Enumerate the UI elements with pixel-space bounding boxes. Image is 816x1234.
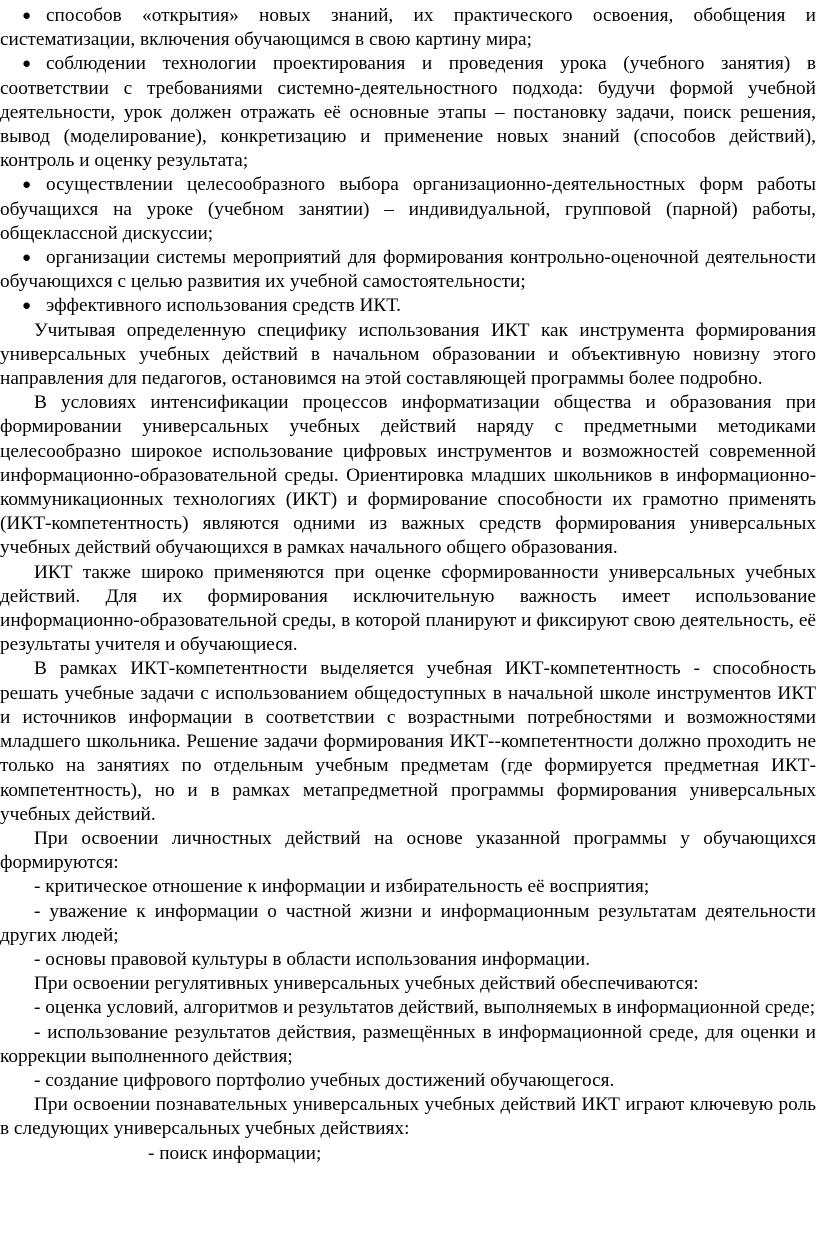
bullet-text-4: организации системы мероприятий для формирования контрольно-оценочной деятельности обучающихся с целью развития их учебной самостоятельности; bbox=[0, 247, 816, 293]
bullet-item-4 bbox=[0, 246, 816, 294]
bullet-text-1: способов «открытия» новых знаний, их практического освоения, обобщения и систематизации, включения обучающимся в свою картину мира; bbox=[0, 5, 816, 51]
bullet-item-1 bbox=[0, 4, 816, 52]
regulative-item-3: - создание цифрового портфолио учебных достижений обучающегося. bbox=[34, 1069, 615, 1091]
bullet-item-5 bbox=[0, 294, 816, 318]
bullet-dot-icon: ● bbox=[22, 298, 32, 315]
paragraph-informatization: В условиях интенсификации процессов информатизации общества и образования при формировании универсальных учебных действий наряду с предметными методиками целесообразно широкое использование цифровых инструментов и возможностей современной информационно-образовательной среды. Ориентировка младших школьников в информационно-коммуникационных технологиях (ИКТ) и формирование способности их грамотно применять (ИКТ-компетентность) являются одними из важных средств формирования универсальных учебных действий обучающихся в рамках начального общего образования. bbox=[0, 392, 816, 559]
bullet-text-5: эффективного использования средств ИКТ. bbox=[46, 295, 401, 317]
bullet-dot-icon: ● bbox=[22, 250, 32, 267]
cognitive-item-1: - поиск информации; bbox=[148, 1142, 322, 1164]
paragraph-ict-assessment: ИКТ также широко применяются при оценке сформированности универсальных учебных действий. Для их формирования исключительную важность имеет использование информационно-образовательной среды, в которой планируют и фиксируют свою деятельность, её результаты учителя и обучающиеся. bbox=[0, 561, 816, 656]
bullet-item-3 bbox=[0, 173, 816, 246]
regulative-intro: При освоении регулятивных универсальных учебных действий обеспечиваются: bbox=[34, 973, 699, 995]
bullet-item-2 bbox=[0, 52, 816, 173]
bullet-dot-icon: ● bbox=[22, 8, 32, 24]
regulative-item-2: - использование результатов действия, размещённых в информационной среде, для оценки и коррекции выполненного действия; bbox=[0, 1021, 816, 1067]
bullet-text-3: осуществлении целесообразного выбора организационно-деятельностных форм работы обучащихся на уроке (учебном занятии) – индивидуальной, групповой (парной) работы, общеклассной дискуссии; bbox=[0, 174, 816, 244]
bullet-dot-icon: ● bbox=[22, 177, 32, 194]
bullet-dot-icon: ● bbox=[22, 56, 32, 73]
cognitive-intro: При освоении познавательных универсальных учебных действий ИКТ играют ключевую роль в следующих универсальных учебных действиях: bbox=[0, 1094, 816, 1140]
regulative-item-1: - оценка условий, алгоритмов и результатов действий, выполняемых в информационной среде; bbox=[34, 997, 816, 1019]
personal-item-2: - уважение к информации о частной жизни и информационным результатам деятельности других людей; bbox=[0, 900, 816, 946]
personal-item-1: - критическое отношение к информации и избирательность её восприятия; bbox=[34, 876, 650, 898]
bullet-text-2: соблюдении технологии проектирования и проведения урока (учебного занятия) в соответствии с требованиями системно-деятельностного подхода: будучи формой учебной деятельности, урок должен отражать её основные этапы – постановку задачи, поиск решения, вывод (моделирование), конкретизацию и применение новых знаний (способов действий), контроль и оценку результата; bbox=[0, 53, 816, 172]
paragraph-ict-specifics: Учитывая определенную специфику использования ИКТ как инструмента формирования универсальных учебных действий в начальном образовании и объективную новизну этого направления для педагогов, остановимся на этой составляющей программы более подробно. bbox=[0, 319, 816, 390]
personal-item-3: - основы правовой культуры в области использования информации. bbox=[34, 948, 591, 970]
personal-intro: При освоении личностных действий на основе указанной программы у обучающихся формируются: bbox=[0, 827, 816, 874]
paragraph-ict-competence: В рамках ИКТ-компетентности выделяется учебная ИКТ-компетентность - способность решать учебные задачи с использованием общедоступных в начальной школе инструментов ИКТ и источников информации в соответствии с возрастными потребностями и возможностями младшего школьника. Решение задачи формирования ИКТ--компетентности должно проходить не только на занятиях по отдельным учебным предметам (где формируется предметная ИКТ-компетентность), но и в рамках метапредметной программы формирования универсальных учебных действий. bbox=[0, 658, 816, 825]
